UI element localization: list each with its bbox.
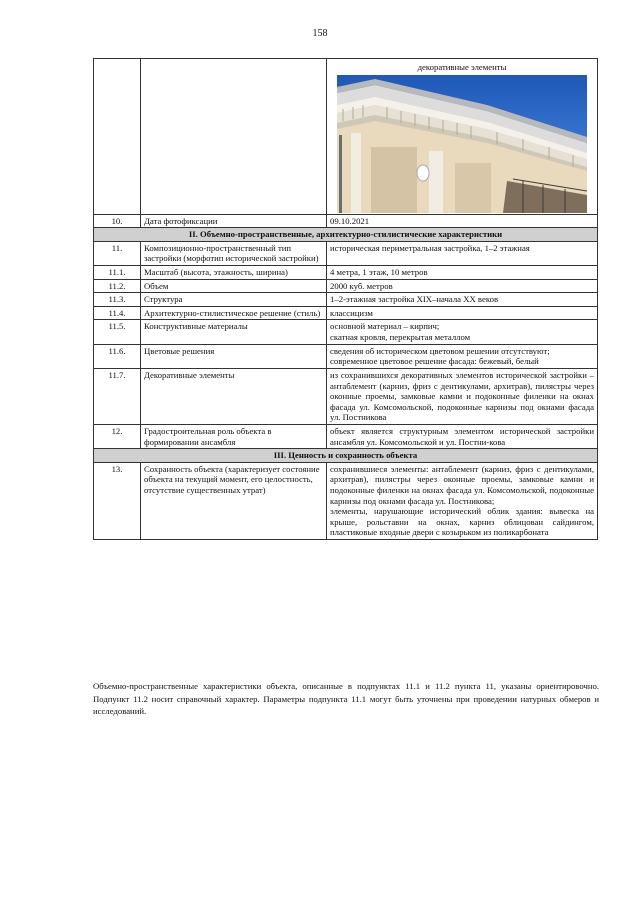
value-line: сведения об историческом цветовом решении отсутствуют; <box>330 345 550 356</box>
table-row <box>94 241 598 265</box>
row-number: 10. <box>94 214 141 228</box>
characteristics-table <box>93 58 598 540</box>
row-value: из сохранившихся декоративных элементов исторической застройки – антаблемент (карниз, фриз с дентикулами, архитрав), пилястры через оконные проемы, замковые камни и подоконные филенки на окнах фасада ул. Комсомольской, подоконные карнизы под окнами фасада ул. Постникова <box>327 368 598 424</box>
row-value <box>327 344 598 368</box>
row-value: 09.10.2021 <box>327 214 598 228</box>
row-name: Дата фотофиксации <box>141 214 327 228</box>
row-number: 11. <box>94 241 141 265</box>
row-name: Декоративные элементы <box>141 368 327 424</box>
table-row-photo <box>94 59 598 215</box>
row-name: Объем <box>141 279 327 293</box>
row-number: 11.2. <box>94 279 141 293</box>
row-number: 12. <box>94 424 141 448</box>
row-number: 11.6. <box>94 344 141 368</box>
table-cell-empty <box>141 59 327 215</box>
table-row <box>94 344 598 368</box>
value-line: сохранившиеся элементы: антаблемент (карниз, фриз с дентикулами, архитрав), пилястры через оконные проемы, замковые камни и подоконные филенки на окнах фасада ул. Комсомольской, подоконные карнизы под окнами фасада ул. Постникова; <box>330 463 594 506</box>
row-name: Архитектурно-стилистическое решение (стиль) <box>141 306 327 320</box>
photo-cell <box>327 59 598 215</box>
section-row <box>94 228 598 242</box>
table-row <box>94 279 598 293</box>
row-name: Масштаб (высота, этажность, ширина) <box>141 266 327 280</box>
row-value <box>327 462 598 539</box>
row-value: 4 метра, 1 этаж, 10 метров <box>327 266 598 280</box>
row-value: 1–2-этажная застройка XIX–начала XX веков <box>327 293 598 307</box>
building-facade-photo <box>337 75 587 213</box>
row-number: 11.3. <box>94 293 141 307</box>
row-name: Композиционно-пространственный тип застройки (морфотип исторической застройки) <box>141 241 327 265</box>
row-name: Градостроительная роль объекта в формировании ансамбля <box>141 424 327 448</box>
page-number: 158 <box>312 28 328 39</box>
row-number: 11.5. <box>94 320 141 344</box>
footnote: Объемно-пространственные характеристики объекта, описанные в подпунктах 11.1 и 11.2 пункта 11, указаны ориентировочно. Подпункт 11.2 носит справочный характер. Параметры подпункта 11.1 могут быть уточнены при проведении натурных обмеров и исследований. <box>93 681 599 717</box>
row-value: объект является структурным элементом исторической застройки ансамбля ул. Комсомольской и ул. Постни-кова <box>327 424 598 448</box>
table-row <box>94 462 598 539</box>
row-name: Структура <box>141 293 327 307</box>
value-line: современное цветовое решение фасада: бежевый, белый <box>330 356 539 367</box>
table-row <box>94 424 598 448</box>
row-name: Сохранность объекта (характеризует состояние объекта на текущий момент, его целостность, отсутствие существенных утрат) <box>141 462 327 539</box>
table-row <box>94 266 598 280</box>
row-value: историческая периметральная застройка, 1–2 этажная <box>327 241 598 265</box>
row-name: Цветовые решения <box>141 344 327 368</box>
row-number: 11.4. <box>94 306 141 320</box>
table-row <box>94 293 598 307</box>
table-cell-empty <box>94 59 141 215</box>
value-line: скатная кровля, перекрытая металлом <box>330 332 471 343</box>
row-number: 11.1. <box>94 266 141 280</box>
row-number: 13. <box>94 462 141 539</box>
section-row <box>94 449 598 463</box>
row-name: Конструктивные материалы <box>141 320 327 344</box>
table-row <box>94 306 598 320</box>
value-line: элементы, нарушающие исторический облик здания: вывеска на крыше, рольставни на окнах, карниз облицован сайдингом, пластиковые входные двери с козырьком из поликарбоната <box>330 506 594 538</box>
section-heading: II. Объемно-пространственные, архитектурно-стилистические характеристики <box>94 228 598 242</box>
section-heading: III. Ценность и сохранность объекта <box>94 449 598 463</box>
facade-illustration <box>337 75 587 213</box>
table-row <box>94 214 598 228</box>
row-value: 2000 куб. метров <box>327 279 598 293</box>
photo-caption: декоративные элементы <box>417 62 507 72</box>
row-value <box>327 320 598 344</box>
table-row <box>94 320 598 344</box>
row-value: классицизм <box>327 306 598 320</box>
value-line: основной материал – кирпич; <box>330 321 440 332</box>
row-number: 11.7. <box>94 368 141 424</box>
table-row <box>94 368 598 424</box>
